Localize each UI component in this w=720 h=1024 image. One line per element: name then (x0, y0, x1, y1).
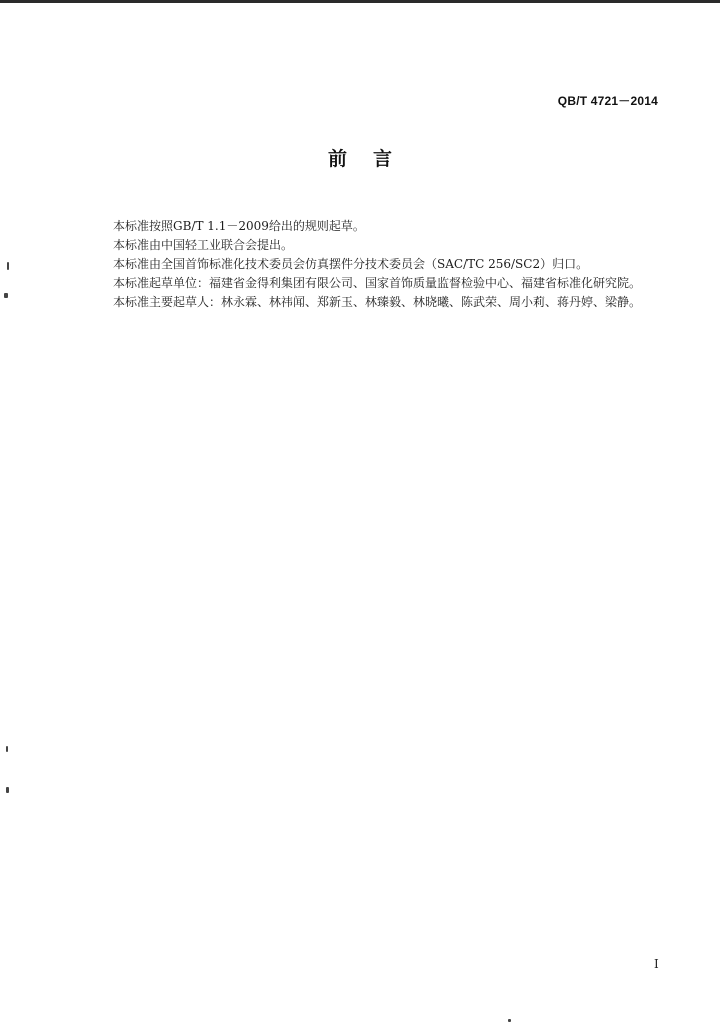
foreword-body (113, 217, 673, 312)
paragraph-technical-committee: 本标准由全国首饰标准化技术委员会仿真摆件分技术委员会（SAC/TC 256/SC2）归口。 (113, 257, 589, 271)
paragraph-drafters: 本标准主要起草人：林永霖、林祎闻、郑新玉、林臻毅、林晓曦、陈武荣、周小莉、蒋丹婷、梁静。 (113, 295, 642, 309)
page-number: I (654, 957, 659, 971)
page-top-border (0, 0, 720, 3)
page-title: 前言 (327, 148, 418, 170)
scan-speck (508, 1019, 511, 1022)
scan-speck (6, 787, 9, 793)
paragraph-drafting-rules: 本标准按照GB/T 1.1－2009给出的规则起草。 (113, 219, 365, 233)
standard-code: QB/T 4721－2014 (557, 94, 658, 108)
scan-speck (7, 262, 9, 270)
scan-speck (4, 293, 8, 298)
paragraph-proposer: 本标准由中国轻工业联合会提出。 (113, 238, 294, 252)
scan-speck (6, 746, 8, 752)
paragraph-drafting-units: 本标准起草单位：福建省金得利集团有限公司、国家首饰质量监督检验中心、福建省标准化研究院。 (113, 276, 642, 290)
